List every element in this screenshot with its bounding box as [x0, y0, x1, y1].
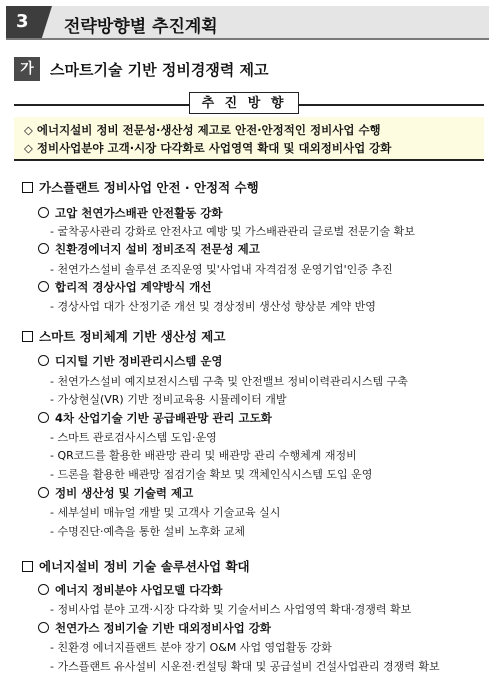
section-heading [22, 557, 250, 575]
detail-line: - 경상사업 대가 산정기준 개선 및 경상정비 생산성 향상분 계약 반영 [50, 300, 376, 313]
subheader-title: 스마트기술 기반 정비경쟁력 제고 [50, 61, 269, 79]
circle-bullet-icon [38, 412, 49, 423]
circle-bullet-icon [38, 584, 49, 595]
circle-bullet-icon [38, 281, 49, 292]
item-heading-text: 에너지 정비분야 사업모델 다각화 [55, 583, 223, 597]
section-heading-text: 스마트 정비체계 기반 생산성 제고 [39, 329, 226, 344]
direction-item: ◇ 정비사업분야 고객·시장 다각화로 사업영역 확대 및 대외정비사업 강화 [24, 141, 392, 155]
item-heading [38, 620, 271, 636]
section-heading [22, 327, 225, 345]
subheader-tag: 가 [14, 57, 40, 81]
item-heading-text: 합리적 경상사업 계약방식 개선 [55, 280, 212, 294]
item-heading [38, 205, 223, 221]
section-heading [22, 178, 259, 196]
detail-line: - 정비사업 분야 고객·시장 다각화 및 기술서비스 사업영역 확대·경쟁력 확보 [50, 603, 412, 616]
subheader [14, 56, 484, 82]
item-heading-text: 디지털 기반 정비관리시스템 운영 [55, 354, 223, 368]
item-heading [38, 241, 260, 257]
circle-bullet-icon [38, 355, 49, 366]
direction-label: 추 진 방 향 [189, 92, 299, 114]
item-heading [38, 279, 211, 295]
detail-line: - 세부설비 매뉴얼 개발 및 고객사 기술교육 실시 [50, 506, 281, 519]
direction-item: ◇ 에너지설비 정비 전문성·생산성 제고로 안전·안정적인 정비사업 수행 [24, 123, 381, 137]
circle-bullet-icon [38, 622, 49, 633]
section-header [6, 6, 489, 40]
item-heading-text: 4차 산업기술 기반 공급배관망 관리 고도화 [55, 411, 272, 425]
detail-line: - QR코드를 활용한 배관망 관리 및 배관망 관리 수행체계 재정비 [50, 449, 357, 462]
detail-line: - 수명진단·예측을 통한 설비 노후화 교체 [50, 525, 245, 538]
square-bullet-icon [22, 182, 33, 193]
detail-line: - 굴착공사관리 강화로 안전사고 예방 및 가스배관관리 글로벌 전문기술 확보 [50, 225, 415, 238]
detail-line: - 가상현실(VR) 기반 정비교육용 시뮬레이터 개발 [50, 393, 287, 406]
item-heading [38, 410, 272, 426]
item-heading-text: 고압 천연가스배관 안전활동 강화 [55, 206, 223, 220]
item-heading [38, 582, 223, 598]
section-title: 전략방향별 추진계획 [64, 17, 218, 37]
detail-line: - 천연가스설비 솔루션 조직운영 및'사업내 자격검정 운영기업'인증 추진 [50, 263, 393, 276]
detail-line: - 스마트 관로검사시스템 도입·운영 [50, 431, 217, 444]
item-heading [38, 353, 223, 369]
section-heading-text: 가스플랜트 정비사업 안전 · 안정적 수행 [39, 180, 259, 195]
circle-bullet-icon [38, 243, 49, 254]
section-number-box [6, 6, 52, 38]
detail-line: - 천연가스설비 예지보전시스템 구축 및 안전밸브 정비이력관리시스템 구축 [50, 375, 408, 388]
square-bullet-icon [22, 331, 33, 342]
detail-line: - 가스플랜트 유사설비 시운전·컨설팅 확대 및 공급설비 건설사업관리 경쟁력 확보 [50, 660, 440, 673]
item-heading-text: 정비 생산성 및 기술력 제고 [55, 486, 194, 500]
detail-line: - 드론을 활용한 배관망 점검기술 확보 및 객체인식시스템 도입 운영 [50, 468, 373, 481]
direction-box [14, 117, 484, 161]
item-heading [38, 485, 193, 501]
item-heading-text: 친환경에너지 설비 정비조직 전문성 제고 [55, 242, 260, 256]
section-number: 3 [16, 11, 29, 32]
circle-bullet-icon [38, 207, 49, 218]
circle-bullet-icon [38, 487, 49, 498]
square-bullet-icon [22, 561, 33, 572]
section-heading-text: 에너지설비 정비 기술 솔루션사업 확대 [39, 559, 250, 574]
detail-line: - 친환경 에너지플랜트 분야 장기 O&M 사업 영업활동 강화 [50, 641, 332, 654]
item-heading-text: 천연가스 정비기술 기반 대외정비사업 강화 [55, 621, 271, 635]
